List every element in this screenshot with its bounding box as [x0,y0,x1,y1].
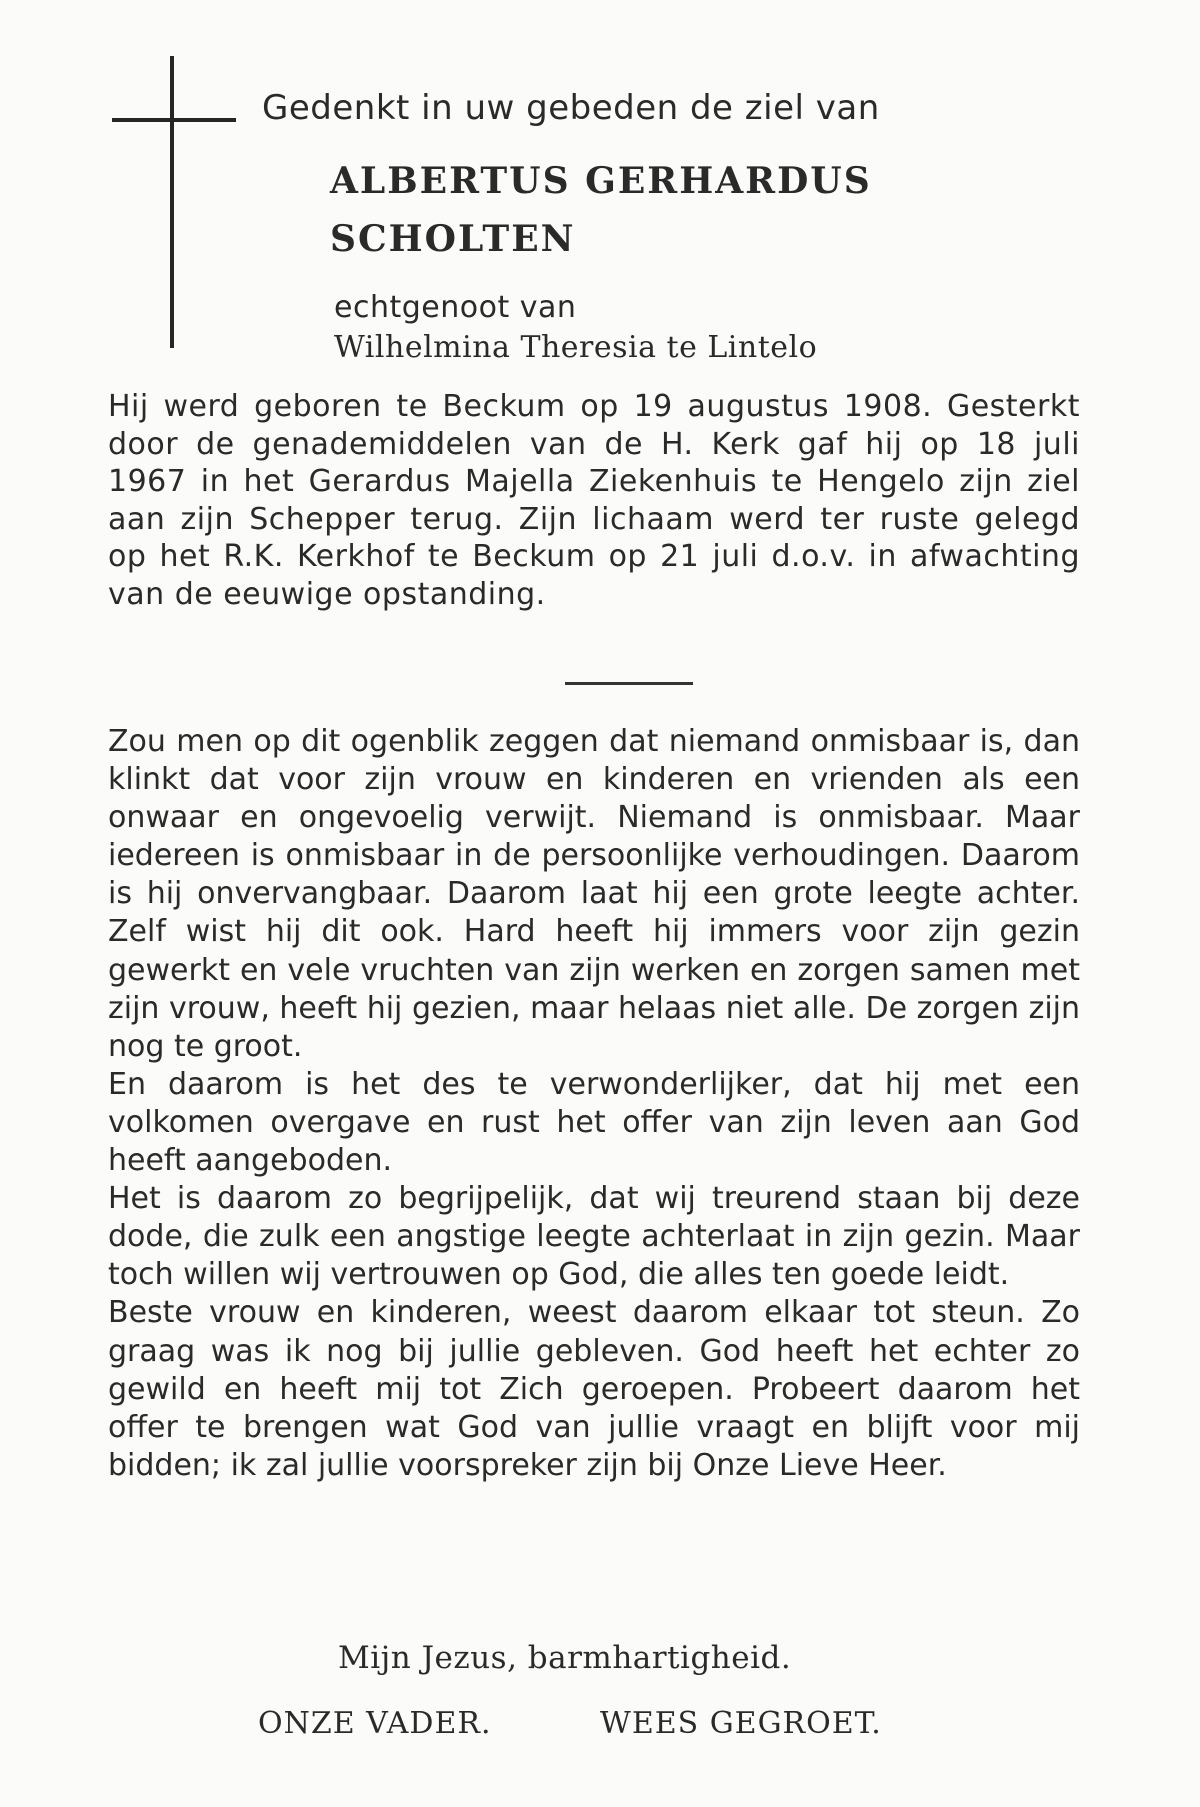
closing-prayer-onze-vader: ONZE VADER. [258,1706,492,1741]
reflection-paragraph: Beste vrouw en kinderen, weest daarom elkaar tot steun. Zo graag was ik nog bij jullie gebleven. God heeft het echter zo gewild en heeft mij tot Zich geroepen. Probeert daarom het offer te brengen wat God van jullie vraagt en blijft voor mij bidden; ik zal jullie voorspreker zijn bij Onze Lieve Heer. [108,1295,1080,1483]
cross-icon [170,56,174,348]
reflection-paragraph: En daarom is het des te verwonderlijker, dat hij met een volkomen overgave en rust het offer van zijn leven aan God heeft aangeboden. [108,1066,1080,1179]
spouse-label: echtgenoot van [334,290,577,325]
biography-paragraph: Hij werd geboren te Beckum op 19 augustus 1908. Gesterkt door de genademiddelen van de H. Kerk gaf hij op 18 juli 1967 in het Gerardus Majella Ziekenhuis te Hengelo zijn ziel aan zijn Schepper terug. Zijn lichaam werd ter ruste gelegd op het R.K. Kerkhof te Beckum op 21 juli d.o.v. in afwachting van de eeuwige opstanding. [108,389,1080,612]
deceased-name-last: SCHOLTEN [330,218,576,260]
closing-prayer-wees-gegroet: WEES GEGROET. [600,1706,882,1741]
spouse-name: Wilhelmina Theresia te Lintelo [334,330,818,365]
intro-line: Gedenkt in uw gebeden de ziel van [262,88,880,128]
deceased-name-first: ALBERTUS GERHARDUS [330,160,872,202]
prayer-line: Mijn Jezus, barmhartigheid. [338,1640,792,1676]
reflection-text [108,723,1080,1485]
section-divider [565,682,693,685]
reflection-paragraph: Zou men op dit ogenblik zeggen dat niemand onmisbaar is, dan klinkt dat voor zijn vrouw en kinderen en vrienden als een onwaar en ongevoelig verwijt. Niemand is onmisbaar. Maar iedereen is onmisbaar in de persoonlijke verhoudingen. Daarom is hij onvervangbaar. Daarom laat hij een grote leegte achter. Zelf wist hij dit ook. Hard heeft hij immers voor zijn gezin gewerkt en vele vruchten van zijn werken en zorgen samen met zijn vrouw, heeft hij gezien, maar helaas niet alle. De zorgen zijn nog te groot. [108,724,1080,1064]
reflection-paragraph: Het is daarom zo begrijpelijk, dat wij treurend staan bij deze dode, die zulk een angstige leegte achterlaat in zijn gezin. Maar toch willen wij vertrouwen op God, die alles ten goede leidt. [108,1181,1080,1293]
cross-icon-bar [112,118,236,122]
